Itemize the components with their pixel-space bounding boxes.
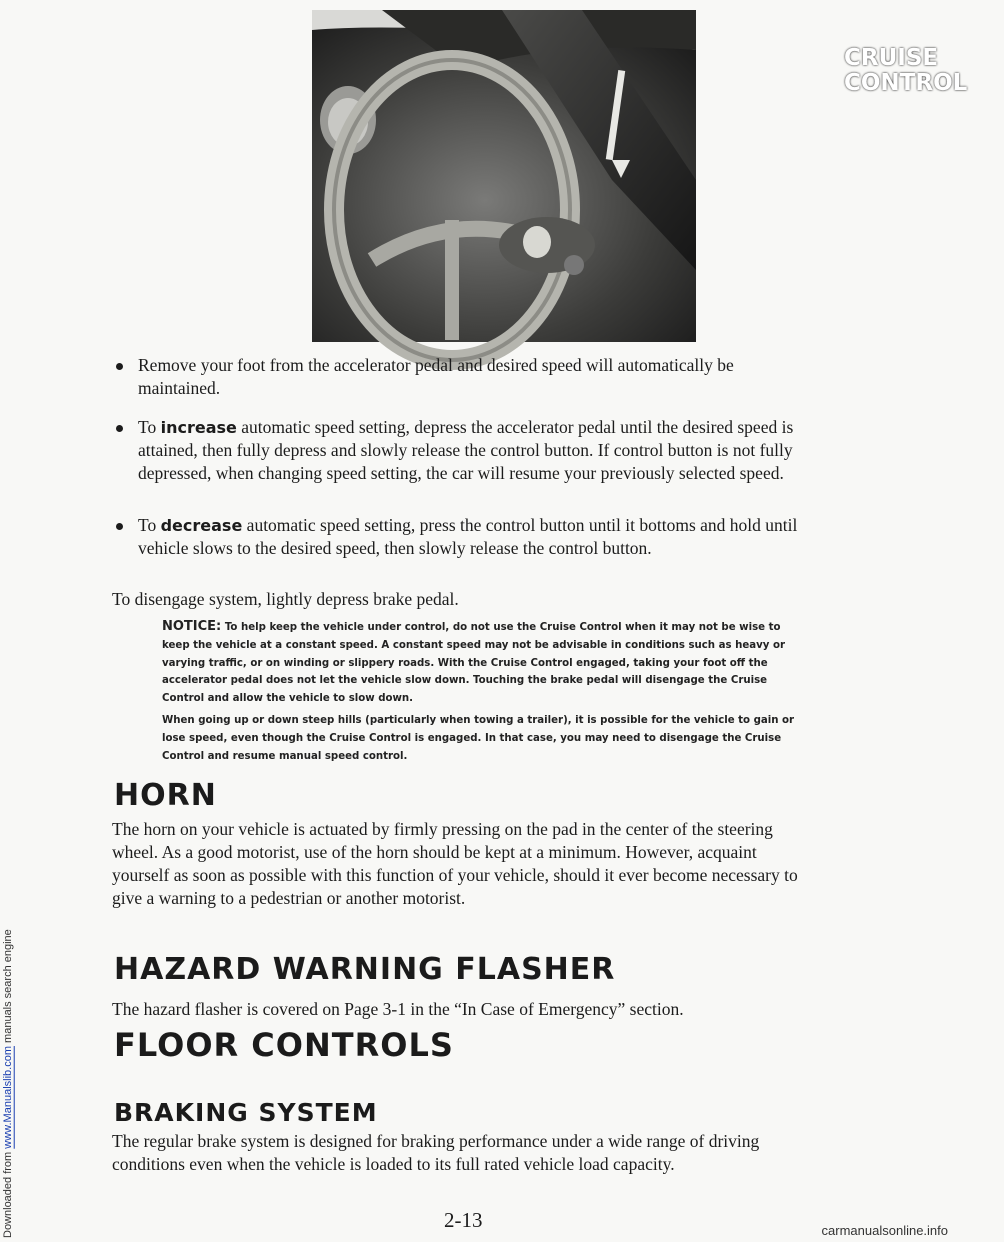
bullet-remove-foot [138,354,798,400]
braking-paragraph: The regular brake system is designed for braking performance under a wide range of driving conditions even when the vehicle is loaded to its full rated vehicle load capacity. [112,1131,760,1174]
notice-block [162,618,798,708]
callout-line-1: CRUISE [844,45,939,71]
bullet-keyword: increase [160,418,237,437]
hazard-paragraph: The hazard flasher is covered on Page 3-1 in the “In Case of Emergency” section. [112,999,684,1019]
bullet-prefix: To [138,417,157,437]
horn-paragraph: The horn on your vehicle is actuated by firmly pressing on the pad in the center of the steering wheel. As a good motorist, use of the horn should be kept at a minimum. However, acquaint yourself as soon as possible with this function of your vehicle, should it ever become necessary to give a warning to a pedestrian or another motorist. [112,819,798,908]
notice-text: To help keep the vehicle under control, do not use the Cruise Control when it may not be wise to keep the vehicle at a constant speed. A constant speed may not be advisable in conditions such as heavy or varying traffic, or on winding or slippery roads. With the Cruise Control engaged, taking your foot off the accelerator pedal does not let the vehicle slow down. Touching the brake pedal will disengage the Cruise Control and allow the vehicle to slow down. [162,622,785,705]
bullet-dot [116,523,123,530]
floor-controls-heading: FLOOR CONTROLS [114,1026,454,1064]
cruise-control-callout [844,46,1004,96]
callout-line-2: CONTROL [844,70,968,96]
bullet-keyword: decrease [160,516,243,535]
download-source-line [2,4,14,1238]
watermark: carmanualsonline.info [821,1223,948,1238]
downloaded-from-text: Downloaded from [2,1151,14,1238]
disengage-paragraph: To disengage system, lightly depress brake pedal. [112,589,459,609]
bullet-decrease [138,514,798,560]
braking-heading: BRAKING SYSTEM [114,1098,378,1127]
page-number: 2-13 [444,1208,483,1232]
bullet-prefix: To [138,515,157,535]
tagline-text: manuals search engine [2,929,14,1043]
notice-hills: When going up or down steep hills (particularly when towing a trailer), it is possible for the vehicle to gain or lose speed, even though the Cruise Control is engaged. In that case, you may need to disengage the Cruise Control and resume manual speed control. [162,715,795,762]
bullet-text: automatic speed setting, depress the accelerator pedal until the desired speed is attained, then fully depress and slowly release the control button. If control button is not fully depressed, when changing speed setting, the car will resume your previously selected speed. [138,417,794,483]
bullet-text: automatic speed setting, press the control button until it bottoms and hold until vehicle slows to the desired speed, then slowly release the control button. [138,515,798,558]
bullet-increase [138,416,798,485]
steering-column-photo [312,10,968,342]
steering-wheel-illustration [312,10,696,342]
manualslib-link[interactable]: www.Manualslib.com [2,1046,14,1149]
horn-heading: HORN [114,778,217,813]
hazard-heading: HAZARD WARNING FLASHER [114,952,616,987]
bullet-dot [116,425,123,432]
notice-lead: NOTICE: [162,619,222,634]
bullet-text: Remove your foot from the accelerator pedal and desired speed will automatically be maintained. [138,355,734,398]
bullet-dot [116,363,123,370]
